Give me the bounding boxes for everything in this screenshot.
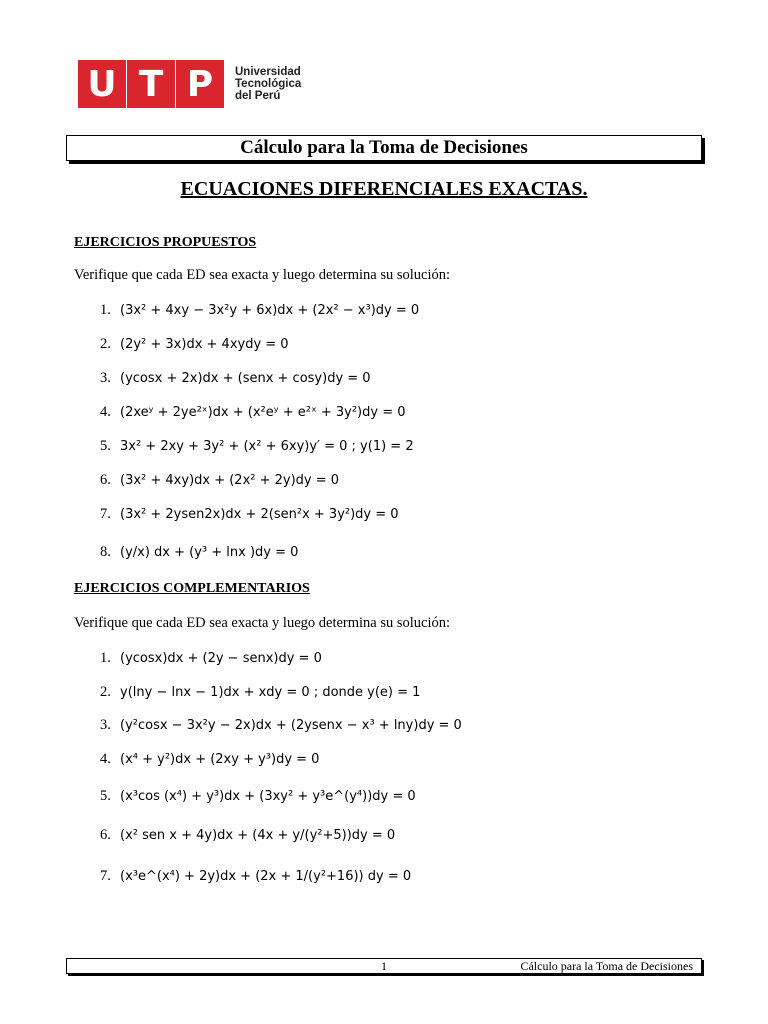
section-proposed-instruction: Verifique que cada ED sea exacta y luego determina su solución: [74, 267, 451, 283]
exercise-item [100, 336, 289, 353]
exercise-number: 7. [100, 868, 111, 884]
exercise-number: 3. [100, 370, 111, 386]
exercise-item [100, 650, 322, 667]
course-title: Cálculo para la Toma de Decisiones [240, 137, 528, 158]
exercise-item [100, 788, 416, 805]
logo-letter-t: T [127, 60, 175, 108]
exercise-number: 5. [100, 438, 111, 454]
exercise-number: 1. [100, 650, 111, 666]
page-footer [66, 958, 702, 974]
section-proposed-title: EJERCICIOS PROPUESTOS [74, 235, 257, 250]
exercise-equation: (ycosx + 2x)dx + (senx + cosy)dy = 0 [120, 371, 371, 386]
exercise-number: 6. [100, 827, 111, 843]
main-heading: ECUACIONES DIFERENCIALES EXACTAS. [180, 178, 588, 200]
exercise-number: 4. [100, 404, 111, 420]
logo-text-line-3: del Perú [235, 90, 281, 102]
exercise-number: 6. [100, 472, 111, 488]
exercise-equation: 3x² + 2xy + 3y² + (x² + 6xy)y′ = 0 ; y(1) = 2 [120, 439, 414, 454]
exercise-equation: (3x² + 4xy)dx + (2x² + 2y)dy = 0 [120, 473, 340, 488]
exercise-number: 7. [100, 506, 111, 522]
exercise-number: 1. [100, 302, 111, 318]
exercise-item [100, 438, 414, 455]
logo-letter-p: P [176, 60, 224, 108]
exercise-item [100, 544, 298, 561]
exercise-equation: (y²cosx − 3x²y − 2x)dx + (2ysenx − x³ + lny)dy = 0 [120, 718, 462, 733]
logo-letters [78, 60, 225, 108]
exercise-item [100, 506, 399, 523]
exercise-equation: (ycosx)dx + (2y − senx)dy = 0 [120, 651, 322, 666]
exercise-equation: (y/x) dx + (y³ + lnx )dy = 0 [120, 545, 299, 560]
exercise-number: 2. [100, 336, 111, 352]
exercise-item [100, 404, 406, 421]
course-title-box [66, 135, 702, 161]
exercise-number: 8. [100, 544, 111, 560]
exercise-item [100, 370, 371, 387]
exercise-equation: (x³e^(x⁴) + 2y)dx + (2x + 1/(y²+16)) dy = 0 [120, 869, 412, 884]
logo-letter-u: U [78, 60, 126, 108]
footer-page-number: 1 [381, 959, 387, 973]
exercise-item [100, 302, 419, 319]
exercise-item [100, 717, 462, 734]
section-complementary-instruction: Verifique que cada ED sea exacta y luego determina su solución: [74, 615, 451, 631]
exercise-item [100, 472, 339, 489]
exercise-number: 4. [100, 751, 111, 767]
exercise-item [100, 751, 319, 768]
exercise-number: 2. [100, 684, 111, 700]
exercise-number: 5. [100, 788, 111, 804]
exercise-equation: (2y² + 3x)dx + 4xydy = 0 [120, 337, 289, 352]
exercise-item [100, 868, 411, 885]
exercise-number: 3. [100, 717, 111, 733]
exercise-equation: (2xeʸ + 2ye²ˣ)dx + (x²eʸ + e²ˣ + 3y²)dy = 0 [120, 405, 406, 420]
utp-logo [78, 60, 301, 108]
logo-text [235, 66, 301, 102]
exercise-equation: y(lny − lnx − 1)dx + xdy = 0 ; donde y(e) = 1 [120, 685, 421, 700]
section-complementary-title: EJERCICIOS COMPLEMENTARIOS [74, 581, 310, 596]
footer-course-title: Cálculo para la Toma de Decisiones [520, 959, 693, 973]
exercise-equation: (x² sen x + 4y)dx + (4x + y/(y²+5))dy = 0 [120, 828, 396, 843]
exercise-equation: (x³cos (x⁴) + y³)dx + (3xy² + y³e^(y⁴))dy = 0 [120, 789, 416, 804]
logo-text-line-1: Universidad [235, 66, 301, 78]
exercise-equation: (3x² + 2ysen2x)dx + 2(sen²x + 3y²)dy = 0 [120, 507, 399, 522]
exercise-equation: (x⁴ + y²)dx + (2xy + y³)dy = 0 [120, 752, 320, 767]
exercise-item [100, 827, 395, 844]
logo-text-line-2: Tecnológica [235, 78, 302, 90]
exercise-equation: (3x² + 4xy − 3x²y + 6x)dx + (2x² − x³)dy = 0 [120, 303, 420, 318]
exercise-item [100, 684, 420, 701]
